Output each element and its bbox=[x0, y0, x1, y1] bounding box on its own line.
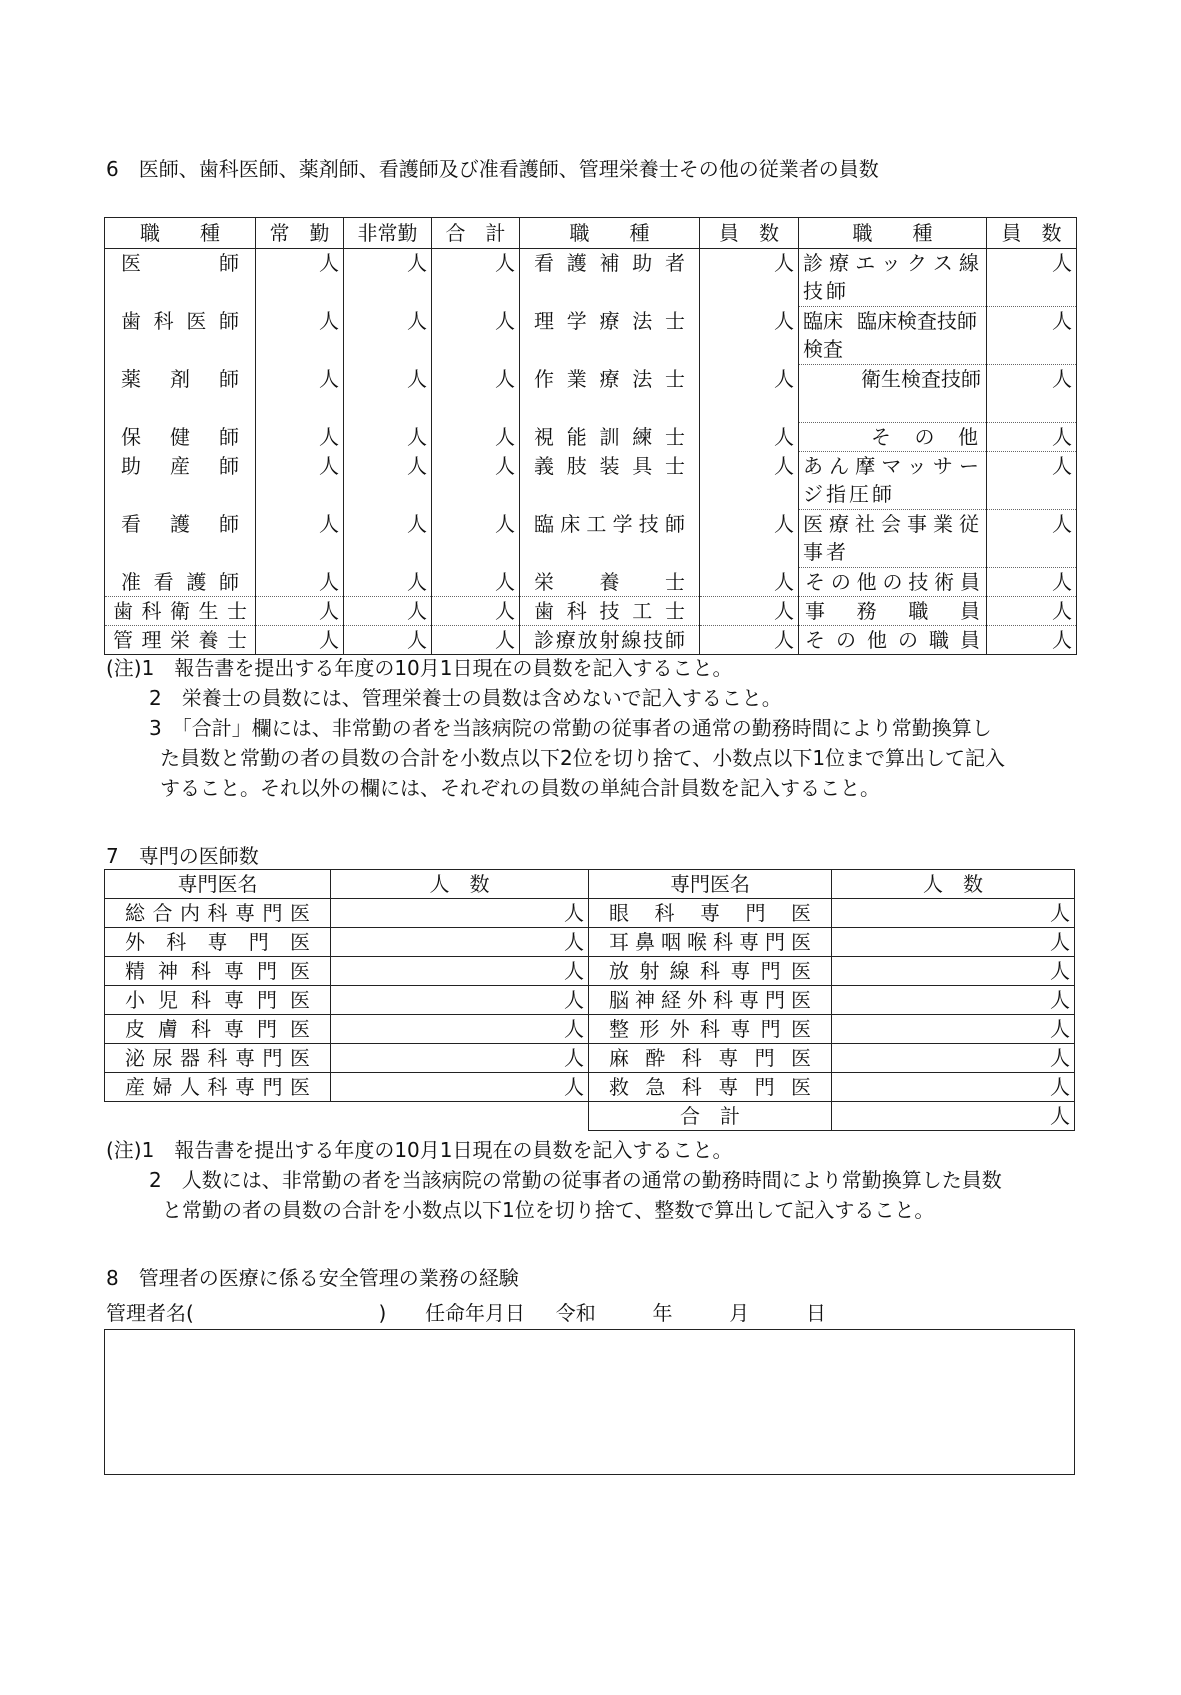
specialist-label: 精神科専門医 bbox=[105, 957, 331, 986]
manager-name-close: ) bbox=[378, 1301, 387, 1325]
specialist-label: 皮膚科専門医 bbox=[105, 1015, 331, 1044]
hdr-gokei: 合 計 bbox=[432, 218, 520, 249]
specialist-count[interactable]: 人 bbox=[331, 986, 589, 1015]
staff-table bbox=[104, 217, 1077, 655]
count-gokei[interactable]: 人 bbox=[432, 423, 520, 452]
job-label: 臨床検査技師 bbox=[857, 309, 977, 333]
specialist-label: 小児科専門医 bbox=[105, 986, 331, 1015]
month-label: 月 bbox=[729, 1301, 750, 1325]
specialist-count[interactable]: 人 bbox=[331, 1015, 589, 1044]
count-insu3[interactable]: 人 bbox=[987, 249, 1077, 307]
appointed-label: 任命年月日 bbox=[425, 1301, 526, 1325]
section6-title: 6 医師、歯科医師、薬剤師、看護師及び准看護師、管理栄養士その他の従業者の員数 bbox=[106, 157, 879, 181]
count-insu[interactable]: 人 bbox=[700, 307, 799, 365]
specialist-count[interactable]: 人 bbox=[331, 1073, 589, 1102]
specialist-label: 耳鼻咽喉科専門医 bbox=[589, 928, 832, 957]
section6-note: 2 栄養士の員数には、管理栄養士の員数は含めないで記入すること。 bbox=[149, 686, 782, 710]
section6-note: (注)1 報告書を提出する年度の10月1日現在の員数を記入すること。 bbox=[106, 656, 733, 680]
specialist-count[interactable]: 人 bbox=[832, 1044, 1075, 1073]
job-label: あん摩マッサージ指圧師 bbox=[799, 452, 987, 510]
specialist-label: 救急科専門医 bbox=[589, 1073, 832, 1102]
specialist-count[interactable]: 人 bbox=[832, 928, 1075, 957]
job-label: 衛生検査技師 bbox=[799, 365, 987, 423]
specialist-label: 総合内科専門医 bbox=[105, 899, 331, 928]
table-row bbox=[105, 1015, 1075, 1044]
hdr-name2: 専門医名 bbox=[589, 870, 832, 899]
hdr-jokin: 常 勤 bbox=[256, 218, 344, 249]
hdr-count1: 人 数 bbox=[331, 870, 589, 899]
era-label: 令和 bbox=[555, 1301, 596, 1325]
count-jokin[interactable]: 人 bbox=[256, 365, 344, 423]
job-label: 助 産 師 bbox=[105, 452, 256, 510]
table-row bbox=[105, 307, 1077, 365]
count-hijokin[interactable]: 人 bbox=[344, 365, 432, 423]
specialist-label: 麻酔科専門医 bbox=[589, 1044, 832, 1073]
table-row bbox=[105, 249, 1077, 307]
count-insu[interactable]: 人 bbox=[700, 568, 799, 597]
count-insu3[interactable]: 人 bbox=[987, 307, 1077, 365]
job-label: 歯科技工士 bbox=[520, 597, 700, 626]
job-label: 理学療法士 bbox=[520, 307, 700, 365]
specialist-label: 脳神経外科専門医 bbox=[589, 986, 832, 1015]
specialist-count[interactable]: 人 bbox=[832, 1015, 1075, 1044]
count-insu[interactable]: 人 bbox=[700, 365, 799, 423]
count-gokei[interactable]: 人 bbox=[432, 249, 520, 307]
count-gokei[interactable]: 人 bbox=[432, 597, 520, 626]
job-label: 保 健 師 bbox=[105, 423, 256, 452]
job-label: 臨床工学技師 bbox=[520, 510, 700, 568]
hdr-shokushu3: 職 種 bbox=[799, 218, 987, 249]
table-row bbox=[105, 899, 1075, 928]
job-label: 看 護 師 bbox=[105, 510, 256, 568]
section6-note: た員数と常勤の者の員数の合計を小数点以下2位を切り捨て、小数点以下1位まで算出して記入 bbox=[160, 746, 1006, 770]
count-jokin[interactable]: 人 bbox=[256, 597, 344, 626]
count-hijokin[interactable]: 人 bbox=[344, 423, 432, 452]
count-gokei[interactable]: 人 bbox=[432, 626, 520, 655]
count-insu3[interactable]: 人 bbox=[987, 365, 1077, 423]
specialist-table bbox=[104, 869, 1075, 1131]
specialist-count[interactable]: 人 bbox=[331, 1044, 589, 1073]
staff-table-header bbox=[105, 218, 1077, 249]
count-gokei[interactable]: 人 bbox=[432, 510, 520, 568]
specialist-count[interactable]: 人 bbox=[331, 899, 589, 928]
job-label: 医療社会事業従事者 bbox=[799, 510, 987, 568]
count-insu3[interactable]: 人 bbox=[987, 423, 1077, 452]
count-insu[interactable]: 人 bbox=[700, 452, 799, 510]
job-label: 栄 養 士 bbox=[520, 568, 700, 597]
job-label: 医 師 bbox=[105, 249, 256, 307]
count-gokei[interactable]: 人 bbox=[432, 307, 520, 365]
total-label: 合 計 bbox=[589, 1102, 832, 1131]
hdr-shokushu: 職 種 bbox=[105, 218, 256, 249]
specialist-label: 産婦人科専門医 bbox=[105, 1073, 331, 1102]
job-label: 准看護師 bbox=[105, 568, 256, 597]
section7-note: と常勤の者の員数の合計を小数点以下1位を切り捨て、整数で算出して記入すること。 bbox=[162, 1198, 935, 1222]
day-label: 日 bbox=[805, 1301, 826, 1325]
job-label: 診療エックス線技師 bbox=[799, 249, 987, 307]
specialist-count[interactable]: 人 bbox=[832, 986, 1075, 1015]
section6-note: すること。それ以外の欄には、それぞれの員数の単純合計員数を記入すること。 bbox=[160, 776, 880, 800]
table-row bbox=[105, 597, 1077, 626]
table-row bbox=[105, 365, 1077, 423]
empty-cell bbox=[105, 1102, 331, 1131]
count-hijokin[interactable]: 人 bbox=[344, 307, 432, 365]
manager-name-label: 管理者名( bbox=[106, 1301, 194, 1325]
specialist-count[interactable]: 人 bbox=[331, 928, 589, 957]
job-label: 事 務 職 員 bbox=[799, 597, 987, 626]
hdr-name1: 専門医名 bbox=[105, 870, 331, 899]
job-label: 薬 剤 師 bbox=[105, 365, 256, 423]
count-jokin[interactable]: 人 bbox=[256, 510, 344, 568]
table-row bbox=[105, 423, 1077, 452]
hdr-insu3: 員 数 bbox=[987, 218, 1077, 249]
count-jokin[interactable]: 人 bbox=[256, 626, 344, 655]
total-count[interactable]: 人 bbox=[832, 1102, 1075, 1131]
specialist-count[interactable]: 人 bbox=[832, 1073, 1075, 1102]
specialist-label: 眼 科 専 門 医 bbox=[589, 899, 832, 928]
specialist-count[interactable]: 人 bbox=[832, 957, 1075, 986]
job-label: その他の職員 bbox=[799, 626, 987, 655]
count-jokin[interactable]: 人 bbox=[256, 568, 344, 597]
hdr-insu: 員 数 bbox=[700, 218, 799, 249]
rinsho-group-label: 臨床検査 bbox=[803, 309, 843, 361]
count-insu3[interactable]: 人 bbox=[987, 452, 1077, 510]
count-insu[interactable]: 人 bbox=[700, 626, 799, 655]
job-label: 作業療法士 bbox=[520, 365, 700, 423]
experience-textarea[interactable] bbox=[104, 1329, 1075, 1475]
count-jokin[interactable]: 人 bbox=[256, 307, 344, 365]
manager-line bbox=[106, 1297, 826, 1326]
count-insu3[interactable]: 人 bbox=[987, 597, 1077, 626]
section7-note: (注)1 報告書を提出する年度の10月1日現在の員数を記入すること。 bbox=[106, 1138, 733, 1162]
job-label: その他の技術員 bbox=[799, 568, 987, 597]
count-jokin[interactable]: 人 bbox=[256, 452, 344, 510]
job-label: 視能訓練士 bbox=[520, 423, 700, 452]
section7-title: 7 専門の医師数 bbox=[106, 844, 259, 868]
hdr-count2: 人 数 bbox=[832, 870, 1075, 899]
hdr-hijokin: 非常勤 bbox=[344, 218, 432, 249]
table-row bbox=[105, 1073, 1075, 1102]
section7-note: 2 人数には、非常勤の者を当該病院の常勤の従事者の通常の勤務時間により常勤換算した員数 bbox=[149, 1168, 1002, 1192]
count-hijokin[interactable]: 人 bbox=[344, 626, 432, 655]
job-label: 歯科医師 bbox=[105, 307, 256, 365]
job-label: 義肢装具士 bbox=[520, 452, 700, 510]
table-row-total bbox=[105, 1102, 1075, 1131]
job-label: 歯科衛生士 bbox=[105, 597, 256, 626]
table-row bbox=[105, 452, 1077, 510]
count-jokin[interactable]: 人 bbox=[256, 249, 344, 307]
specialist-label: 放射線科専門医 bbox=[589, 957, 832, 986]
count-hijokin[interactable]: 人 bbox=[344, 249, 432, 307]
count-hijokin[interactable]: 人 bbox=[344, 597, 432, 626]
table-row bbox=[105, 510, 1077, 568]
year-label: 年 bbox=[652, 1301, 673, 1325]
table-row bbox=[105, 568, 1077, 597]
job-label: 診療放射線技師 bbox=[520, 626, 700, 655]
count-insu[interactable]: 人 bbox=[700, 597, 799, 626]
table-row bbox=[105, 928, 1075, 957]
count-jokin[interactable]: 人 bbox=[256, 423, 344, 452]
specialist-count[interactable]: 人 bbox=[832, 899, 1075, 928]
table-row bbox=[105, 626, 1077, 655]
rinsho-cell bbox=[799, 307, 987, 365]
count-gokei[interactable]: 人 bbox=[432, 365, 520, 423]
specialist-label: 泌尿器科専門医 bbox=[105, 1044, 331, 1073]
count-insu3[interactable]: 人 bbox=[987, 568, 1077, 597]
count-hijokin[interactable]: 人 bbox=[344, 568, 432, 597]
count-insu3[interactable]: 人 bbox=[987, 626, 1077, 655]
table-row bbox=[105, 957, 1075, 986]
specialist-label: 整形外科専門医 bbox=[589, 1015, 832, 1044]
empty-cell bbox=[331, 1102, 589, 1131]
count-gokei[interactable]: 人 bbox=[432, 452, 520, 510]
specialist-count[interactable]: 人 bbox=[331, 957, 589, 986]
job-label: 看護補助者 bbox=[520, 249, 700, 307]
section6-note: 3 「合計」欄には、非常勤の者を当該病院の常勤の従事者の通常の勤務時間により常勤換算し bbox=[149, 716, 992, 740]
job-label: そ の 他 bbox=[799, 423, 987, 452]
hdr-shokushu2: 職 種 bbox=[520, 218, 700, 249]
table-row bbox=[105, 1044, 1075, 1073]
count-hijokin[interactable]: 人 bbox=[344, 510, 432, 568]
count-insu3[interactable]: 人 bbox=[987, 510, 1077, 568]
count-insu[interactable]: 人 bbox=[700, 423, 799, 452]
job-label: 管理栄養士 bbox=[105, 626, 256, 655]
count-gokei[interactable]: 人 bbox=[432, 568, 520, 597]
count-insu[interactable]: 人 bbox=[700, 510, 799, 568]
count-hijokin[interactable]: 人 bbox=[344, 452, 432, 510]
count-insu[interactable]: 人 bbox=[700, 249, 799, 307]
specialist-table-header bbox=[105, 870, 1075, 899]
specialist-label: 外 科 専 門 医 bbox=[105, 928, 331, 957]
section8-title: 8 管理者の医療に係る安全管理の業務の経験 bbox=[106, 1266, 519, 1290]
table-row bbox=[105, 986, 1075, 1015]
